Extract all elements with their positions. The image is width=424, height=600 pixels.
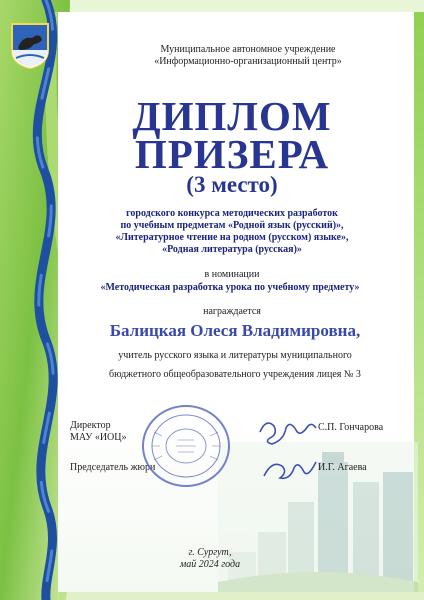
contest-line4: «Родная литература (русская)» (162, 244, 302, 255)
city-emblem-icon (10, 22, 50, 70)
organization-name-line2: «Информационно-организационный центр» (154, 56, 342, 67)
director-title: Директор (70, 420, 111, 431)
date-label: май 2024 года (179, 559, 241, 570)
awarded-label: награждается (203, 306, 261, 317)
diploma-title: ДИПЛОМ (132, 93, 332, 139)
recipient-name: Балицкая Олеся Владимировна, (109, 321, 361, 340)
recipient-position-line2: бюджетного общеобразовательного учреждения лицея № 3 (109, 369, 361, 380)
jury-chair-name: И.Г. Агаева (318, 462, 367, 473)
director-signature (256, 416, 318, 448)
organization-stamp-icon (140, 402, 232, 490)
director-organization: МАУ «ИОЦ» (70, 432, 127, 443)
organization-name-line1: Муниципальное автономное учреждение (160, 44, 336, 55)
recipient-position-line1: учитель русского языка и литературы муниципального (118, 350, 352, 361)
diploma-subtitle: ПРИЗЕРА (134, 131, 330, 177)
jury-chair-signature (260, 454, 318, 484)
nomination-value: «Методическая разработка урока по учебному предмету» (100, 282, 360, 293)
jury-chair-title: Председатель жюри (70, 462, 156, 473)
director-name: С.П. Гончарова (318, 422, 384, 433)
nomination-label: в номинации (204, 269, 260, 280)
contest-line1: городского конкурса методических разработок (126, 208, 338, 219)
place-label: (3 место) (186, 172, 278, 197)
contest-line3: «Литературное чтение на родном (русском) языке», (115, 232, 349, 243)
contest-line2: по учебным предметам «Родной язык (русский)», (120, 220, 344, 231)
city-label: г. Сургут, (188, 547, 232, 558)
